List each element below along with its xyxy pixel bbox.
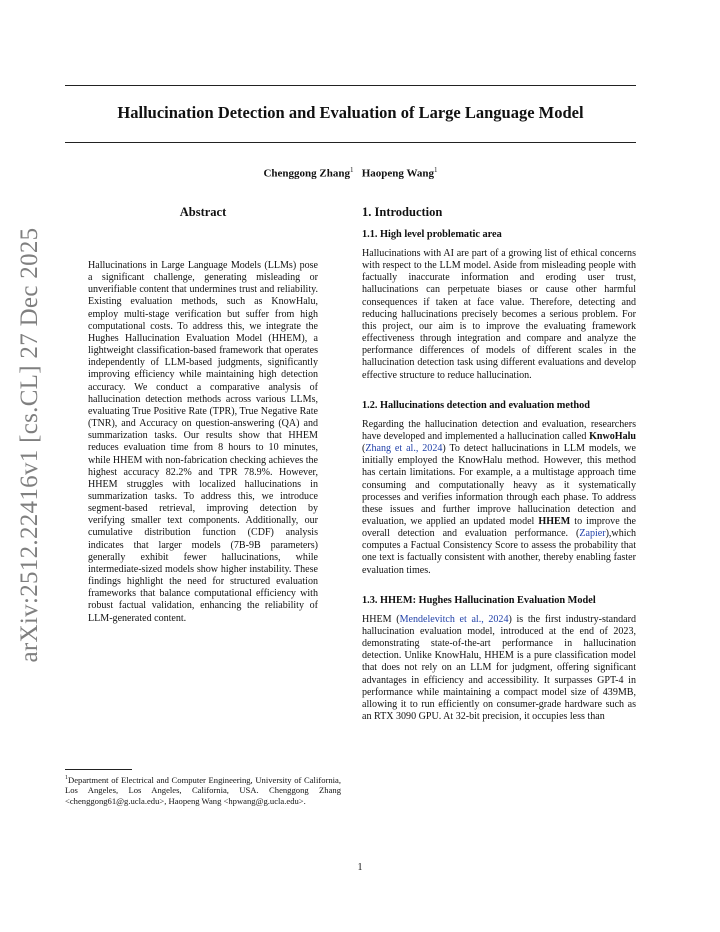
- abstract-heading: Abstract: [179, 205, 227, 219]
- citation-link[interactable]: Mendelevitch et al., 2024: [399, 613, 509, 625]
- text-run: HHEM (: [362, 613, 400, 625]
- paragraph-1-1: Hallucinations with AI are part of a growing list of ethical concerns with respect to the LLM model. Aside from misleading people with factually inaccurate information and eroding user trust, hallucinations can perpetuate biases or cause other harmful consequences if taken at face value. Therefore, detecting and reducing hallucinations precisely becomes a serious problem. For this project, our aim is to improve the evaluating framework effectiveness through integration and compare and analyze the performance differences of models of different scales in the hallucination detection task using different evaluations and develop effective structure to reduce hallucination.: [362, 248, 636, 381]
- footnote-rule: [65, 769, 132, 770]
- author-name: Haopeng Wang: [361, 167, 434, 180]
- title-top-rule: [65, 85, 636, 86]
- subsection-heading-1-1: 1.1. High level problematic area: [362, 229, 502, 240]
- paper-title: Hallucination Detection and Evaluation of Large Language Model: [117, 103, 584, 122]
- citation-link[interactable]: Zapier: [579, 528, 606, 540]
- subsection-heading-1-2: 1.2. Hallucinations detection and evaluation method: [362, 399, 590, 411]
- author-name: Chenggong Zhang: [263, 167, 350, 180]
- author-affiliation-mark: 1: [350, 166, 354, 174]
- paragraph-1-2: Regarding the hallucination detection and evaluation, researchers have developed and implemented a hallucination called KnwoHalu (Zhang et al., 2024) To detect hallucinations in LLM models, we initially employed the KnowHalu method. However, this method has certain limitations. For example, a a multistage approach time consuming and computationally heavy as it systematically processes and verifies information through each phase. To address these issues and further improve hallucination detection and evaluation, we applied an updated model HHEM to improve the overall detection and evaluation performance. (Zapier),which computes a Factual Consistency Score to assess the probability that one text is factually consistent with another, thereby enabling faster evaluation times.: [362, 418, 636, 576]
- footnote-mark: 1: [65, 775, 68, 781]
- section-heading-introduction: 1. Introduction: [362, 205, 443, 219]
- page-number: 1: [357, 862, 363, 873]
- footnote-text: Department of Electrical and Computer Engineering, University of California, Los Angeles, Los Angeles, California, USA. Chenggong Zhang <chenggong61@g.ucla.edu>, Haopeng Wang <hpwang@g.ucla.edu>.: [65, 774, 341, 806]
- arxiv-sidebar-stamp: [4, 227, 56, 663]
- method-name-hhem: HHEM: [538, 515, 571, 527]
- left-column: [88, 200, 318, 625]
- right-column: [362, 200, 636, 723]
- author-list: [65, 166, 636, 180]
- text-run: to improve the overall detection and evaluation performance.: [362, 515, 636, 540]
- method-name-knwohalu: KnwoHalu: [589, 430, 636, 442]
- text-run: To detect hallucinations in LLM models, we initially employed the KnowHalu method. However, this method has certain limitations. For example, a a multistage approach time consuming and computationally heavy as it systematically processes and verifies information through each phase. To address these issues and further improve hallucination detection and evaluation, we applied an updated model: [362, 443, 636, 527]
- author-affiliation-mark: 1: [434, 166, 438, 174]
- arxiv-identifier: arXiv:2512.22416v1 [cs.CL] 27 Dec 2025: [16, 227, 43, 663]
- abstract-text: Hallucinations in Large Language Models (LLMs) pose a significant challenge, generating misleading or unverifiable content that undermines trust and reliability. Existing evaluation methods, such as KnowHalu, employ multi-stage verification but suffer from high computational costs. To address this, we integrate the Hughes Hallucination Evaluation Model (HHEM), a lightweight classification-based framework that operates independently of LLM-based judgments, significantly improving efficiency while maintaining high detection accuracy. We conduct a comparative analysis of hallucination detection methods across various LLMs, evaluating True Positive Rate (TPR), True Negative Rate (TNR), and Accuracy on question-answering (QA) and summarization tasks. Our results show that HHEM reduces evaluation time from 8 hours to 10 minutes, while HHEM with non-fabrication checking achieves the highest accuracy 82.2% and TPR 78.9%. However, HHEM struggles with localized hallucinations in summarization tasks. To address this, we introduce segment-based retrieval, improving detection by verifying smaller text components. Additionally, our cumulative distribution function (CDF) analysis indicates that larger models (7B-9B parameters) generally exhibit fewer hallucinations, while intermediate-sized models show higher instability. These findings highlight the need for structured evaluation frameworks that balance computational efficiency with robust factual validation, enhancing the reliability of LLM-generated content.: [88, 260, 318, 624]
- title-bottom-rule: [65, 142, 636, 143]
- text-run: ,which computes a Factual Consistency Score to assess the probability that one text is factually consistent with another, thereby enabling faster evaluation times.: [362, 528, 636, 576]
- paragraph-1-3: [362, 614, 636, 723]
- subsection-heading-1-3: 1.3. HHEM: Hughes Hallucination Evaluation Model: [362, 594, 596, 606]
- text-run: ) is the first industry-standard hallucination evaluation model, introduced at the end of 2023, demonstrating state-of-the-art performance in hallucination detection. Unlike KnowHalu, HHEM is a pure classification model that does not rely on an LLM for judgment, offering significant advantages in efficiency and accessibility. It surpasses GPT-4 in performance while maintaining a compact model size of 439MB, allowing it to run efficiently on consumer-grade hardware such as an RTX 3090 GPU. At 32-bit precision, it occupies less than: [362, 613, 636, 722]
- affiliation-footnote: [65, 773, 341, 806]
- text-run: Regarding the hallucination detection and evaluation, researchers have developed and implemented a hallucination called: [362, 418, 636, 442]
- citation-link[interactable]: Zhang et al., 2024: [365, 443, 443, 455]
